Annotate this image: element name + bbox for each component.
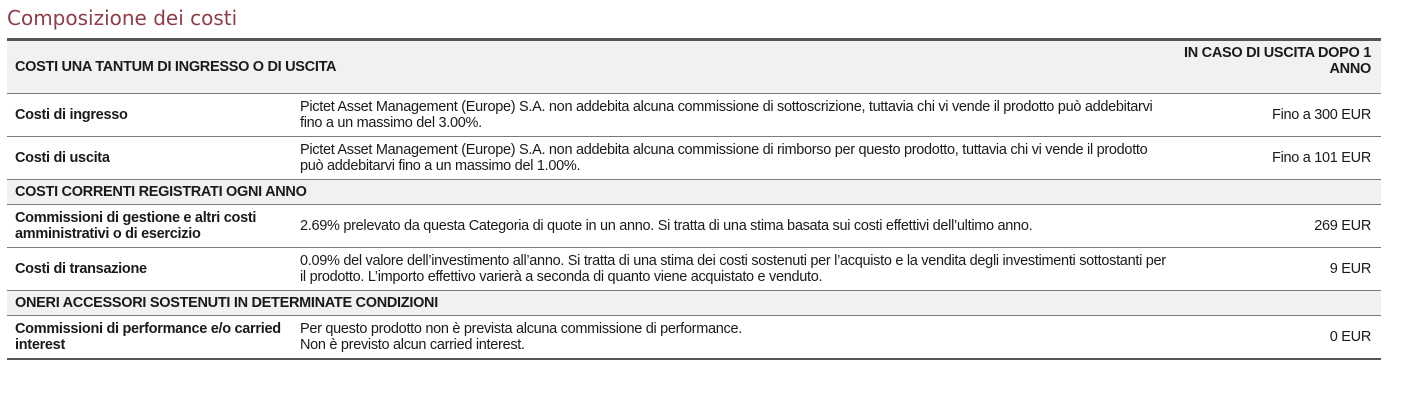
row-description: Pictet Asset Management (Europe) S.A. non addebita alcuna commissione di rimborso per questo prodotto, tuttavia chi vi vende il prodotto può addebitarvi fino a un massimo del 1.00%. <box>292 137 1176 180</box>
row-amount: 0 EUR <box>1329 329 1372 345</box>
section-header-incidental-costs <box>7 291 1381 316</box>
row-label: Costi di uscita <box>7 137 292 180</box>
section-title-ongoing: COSTI CORRENTI REGISTRATI OGNI ANNO <box>7 180 1381 205</box>
column-header-exit-after-1-year: IN CASO DI USCITA DOPO 1 ANNO <box>1176 40 1381 94</box>
table-row <box>7 137 1381 180</box>
page-title: Composizione dei costi <box>7 6 238 30</box>
row-amount: Fino a 101 EUR <box>1176 137 1381 180</box>
row-description <box>292 316 1176 360</box>
row-amount: 269 EUR <box>1176 205 1381 248</box>
section-title-incidental: ONERI ACCESSORI SOSTENUTI IN DETERMINATE CONDIZIONI <box>7 291 1381 316</box>
table-row <box>7 316 1381 360</box>
section-title-one-off: COSTI UNA TANTUM DI INGRESSO O DI USCITA <box>7 40 1176 94</box>
costs-table <box>7 38 1381 360</box>
row-label: Commissioni di gestione e altri costi amministrativi o di esercizio <box>7 205 292 248</box>
table-row <box>7 94 1381 137</box>
row-amount: Fino a 300 EUR <box>1176 94 1381 137</box>
row-description: 0.09% del valore dell’investimento all’anno. Si tratta di una stima dei costi sostenuti per l’acquisto e la vendita degli investimenti sottostanti per il prodotto. L’importo effettivo varierà a seconda di quanto viene acquistato e venduto. <box>292 248 1176 291</box>
row-label: Costi di ingresso <box>7 94 292 137</box>
row-label: Commissioni di performance e/o carried interest <box>15 321 281 353</box>
description-line: Non è previsto alcun carried interest. <box>300 337 525 353</box>
row-label: Costi di transazione <box>7 248 292 291</box>
section-header-ongoing-costs <box>7 180 1381 205</box>
section-header-one-off-costs <box>7 40 1381 94</box>
table-row <box>7 248 1381 291</box>
table-row <box>7 205 1381 248</box>
row-description: 2.69% prelevato da questa Categoria di quote in un anno. Si tratta di una stima basata sui costi effettivi dell’ultimo anno. <box>292 205 1176 248</box>
description-line: Per questo prodotto non è prevista alcuna commissione di performance. <box>300 321 742 337</box>
row-description: Pictet Asset Management (Europe) S.A. non addebita alcuna commissione di sottoscrizione, tuttavia chi vi vende il prodotto può addebitarvi fino a un massimo del 3.00%. <box>292 94 1176 137</box>
row-amount: 9 EUR <box>1176 248 1381 291</box>
